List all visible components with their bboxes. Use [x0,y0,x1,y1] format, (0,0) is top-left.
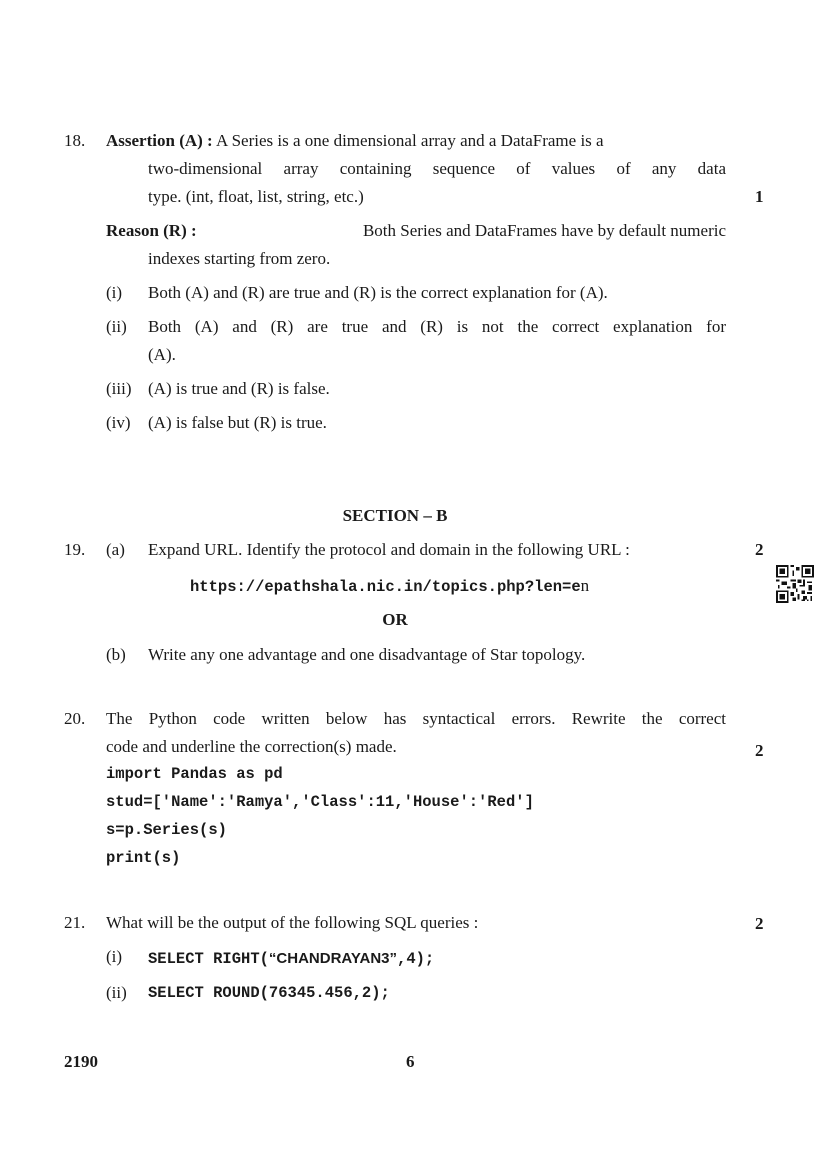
q19-url [190,576,589,596]
q20-code-line-3: s=p.Series(s) [106,821,227,839]
q21-part-i-code-a: SELECT RIGHT( [148,950,269,968]
q19-url-tail: n [580,576,590,595]
q18-option-ii-text-cont: (A). [148,345,176,364]
q18-reason-label: Reason (R) : [106,221,197,240]
q21-text: What will be the output of the following SQL queries : [106,913,479,932]
q18-reason-line1 [106,221,726,241]
q20-marks: 2 [755,741,764,760]
q18-assertion-line2: two-dimensional array containing sequence of values of any data [148,159,726,178]
q21-part-i-label: (i) [106,947,123,966]
q21-part-i-code [148,948,434,968]
q19-a-label: (a) [106,540,125,559]
q19-url-bold: https://epathshala.nic.in/topics.php?len=e [190,578,581,596]
q18-option-ii-text: Both (A) and (R) are true and (R) is not the correct explanation for [148,317,726,336]
q18-option-iv-text: (A) is false but (R) is true. [148,413,327,432]
q21-number: 21. [64,913,86,932]
q19-a-text: Expand URL. Identify the protocol and domain in the following URL : [148,540,630,559]
q20-text-line2: code and underline the correction(s) made. [106,737,397,756]
q19-number: 19. [64,540,86,559]
q21-part-i-code-b: “CHANDRAYAN3” [268,950,398,967]
q21-part-ii-label: (ii) [106,983,127,1002]
q21-part-i-code-c: ,4); [397,950,435,968]
q18-option-iv-label: (iv) [106,413,131,432]
q18-reason-text-1: Both Series and DataFrames have by default numeric [362,221,726,240]
q18-assertion-line1 [106,131,604,151]
q18-number: 18. [64,131,86,150]
q18-assertion-line3: type. (int, float, list, string, etc.) [148,187,364,206]
qr-code-icon [776,565,814,603]
q18-option-iii-label: (iii) [106,379,132,398]
q20-number: 20. [64,709,86,728]
q18-option-iii-text: (A) is true and (R) is false. [148,379,330,398]
q19-marks: 2 [755,540,764,559]
q19-b-label: (b) [106,645,126,664]
q21-marks: 2 [755,914,764,933]
q18-option-i-text: Both (A) and (R) are true and (R) is the correct explanation for (A). [148,283,608,302]
q18-option-ii-label: (ii) [106,317,127,336]
q19-or: OR [382,610,408,629]
footer-page-number: 6 [406,1052,415,1071]
q20-code-line-1: import Pandas as pd [106,765,283,783]
q18-marks: 1 [755,187,764,206]
footer-paper-code: 2190 [64,1052,98,1071]
q18-reason-line2: indexes starting from zero. [148,249,331,268]
q18-option-i-label: (i) [106,283,123,302]
q18-assertion-text-1: A Series is a one dimensional array and a DataFrame is a [216,131,604,150]
q20-code-line-2: stud=['Name':'Ramya','Class':11,'House':'Red'] [106,793,534,811]
q20-code-line-4: print(s) [106,849,181,867]
q20-text-line1: The Python code written below has syntactical errors. Rewrite the correct [106,709,726,728]
q21-part-ii-code: SELECT ROUND(76345.456,2); [148,984,390,1002]
section-b-heading: SECTION – B [342,506,448,525]
q18-assertion-label: Assertion (A) : [106,131,213,150]
q19-b-text: Write any one advantage and one disadvantage of Star topology. [148,645,586,664]
